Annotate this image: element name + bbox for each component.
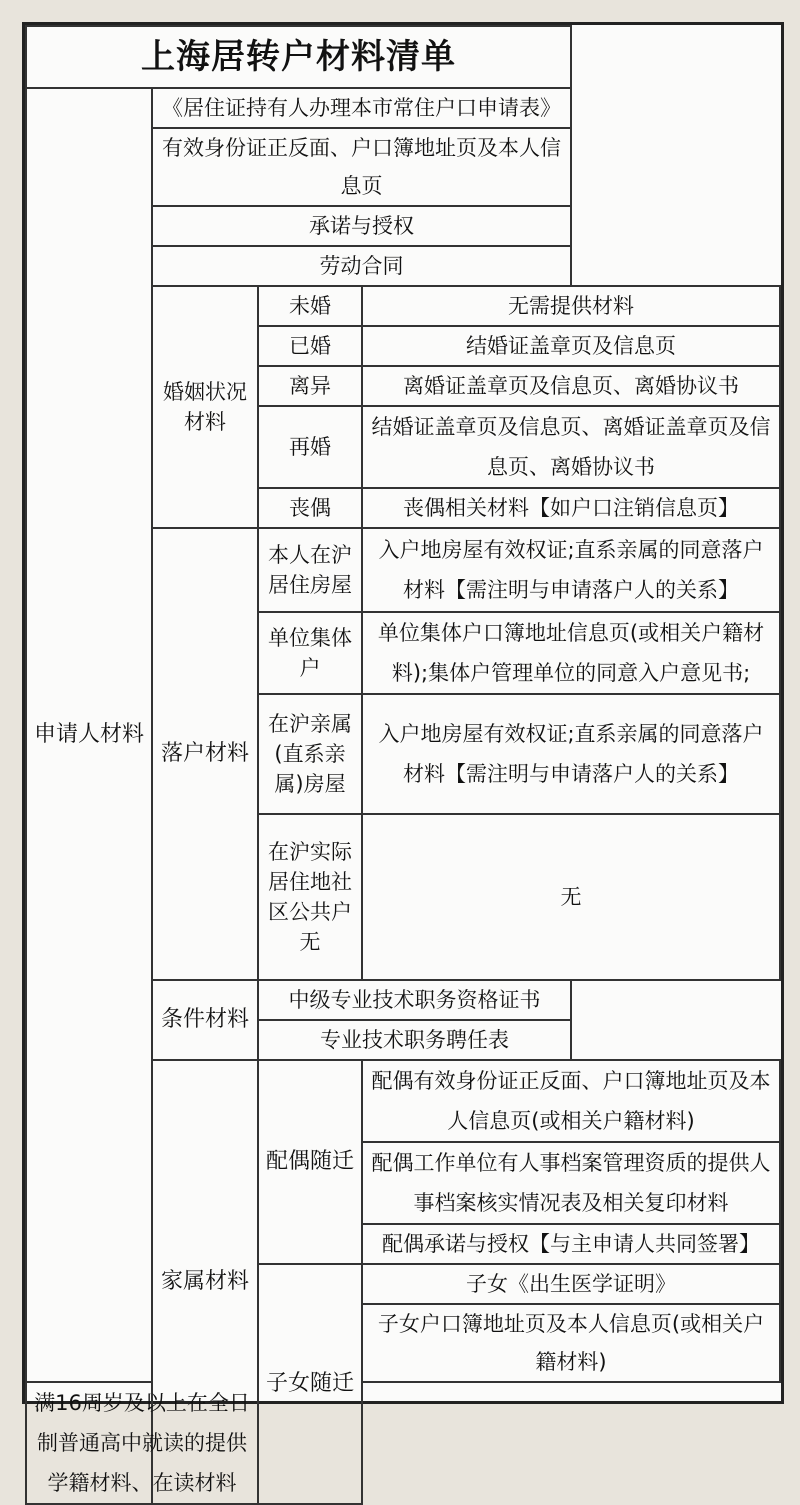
settlement-type: 单位集体户	[258, 612, 362, 694]
marriage-material: 离婚证盖章页及信息页、离婚协议书	[362, 366, 780, 406]
settlement-material: 单位集体户口簿地址信息页(或相关户籍材料);集体户管理单位的同意入户意见书;	[362, 612, 780, 694]
marriage-status: 离异	[258, 366, 362, 406]
materials-sheet	[22, 22, 784, 1495]
condition-item: 专业技术职务聘任表	[258, 1020, 571, 1060]
settlement-type: 在沪亲属(直系亲属)房屋	[258, 694, 362, 814]
marriage-status: 未婚	[258, 286, 362, 326]
marriage-status: 丧偶	[258, 488, 362, 528]
settlement-type: 在沪实际居住地社区公共户无	[258, 814, 362, 980]
spouse-item: 配偶工作单位有人事档案管理资质的提供人事档案核实情况表及相关复印材料	[362, 1142, 780, 1224]
settlement-type: 本人在沪居住房屋	[258, 528, 362, 612]
marriage-status: 再婚	[258, 406, 362, 488]
spouse-item: 配偶承诺与授权【与主申请人共同签署】	[362, 1224, 780, 1264]
children-item: 子女户口簿地址页及本人信息页(或相关户籍材料)	[362, 1304, 780, 1382]
marriage-material: 结婚证盖章页及信息页、离婚证盖章页及信息页、离婚协议书	[362, 406, 780, 488]
settlement-material: 无	[362, 814, 780, 980]
applicant-item: 承诺与授权	[152, 206, 571, 246]
settlement-category: 落户材料	[152, 528, 258, 980]
applicant-item: 有效身份证正反面、户口簿地址页及本人信息页	[152, 128, 571, 206]
marriage-status: 已婚	[258, 326, 362, 366]
materials-table	[25, 25, 781, 1505]
applicant-item: 《居住证持有人办理本市常住户口申请表》	[152, 88, 571, 128]
family-category: 家属材料	[152, 1060, 258, 1504]
marriage-material: 无需提供材料	[362, 286, 780, 326]
condition-item: 中级专业技术职务资格证书	[258, 980, 571, 1020]
marriage-material: 结婚证盖章页及信息页	[362, 326, 780, 366]
settlement-material: 入户地房屋有效权证;直系亲属的同意落户材料【需注明与申请落户人的关系】	[362, 694, 780, 814]
children-item: 满16周岁及以上在全日制普通高中就读的提供学籍材料、在读材料	[26, 1382, 258, 1504]
children-category: 子女随迁	[258, 1264, 362, 1504]
spouse-item: 配偶有效身份证正反面、户口簿地址页及本人信息页(或相关户籍材料)	[362, 1060, 780, 1142]
applicant-category: 申请人材料	[26, 88, 152, 1382]
marriage-category: 婚姻状况材料	[152, 286, 258, 528]
children-item: 子女《出生医学证明》	[362, 1264, 780, 1304]
spouse-category: 配偶随迁	[258, 1060, 362, 1264]
marriage-material: 丧偶相关材料【如户口注销信息页】	[362, 488, 780, 528]
page-title: 上海居转户材料清单	[26, 26, 571, 88]
settlement-material: 入户地房屋有效权证;直系亲属的同意落户材料【需注明与申请落户人的关系】	[362, 528, 780, 612]
condition-category: 条件材料	[152, 980, 258, 1060]
applicant-item: 劳动合同	[152, 246, 571, 286]
